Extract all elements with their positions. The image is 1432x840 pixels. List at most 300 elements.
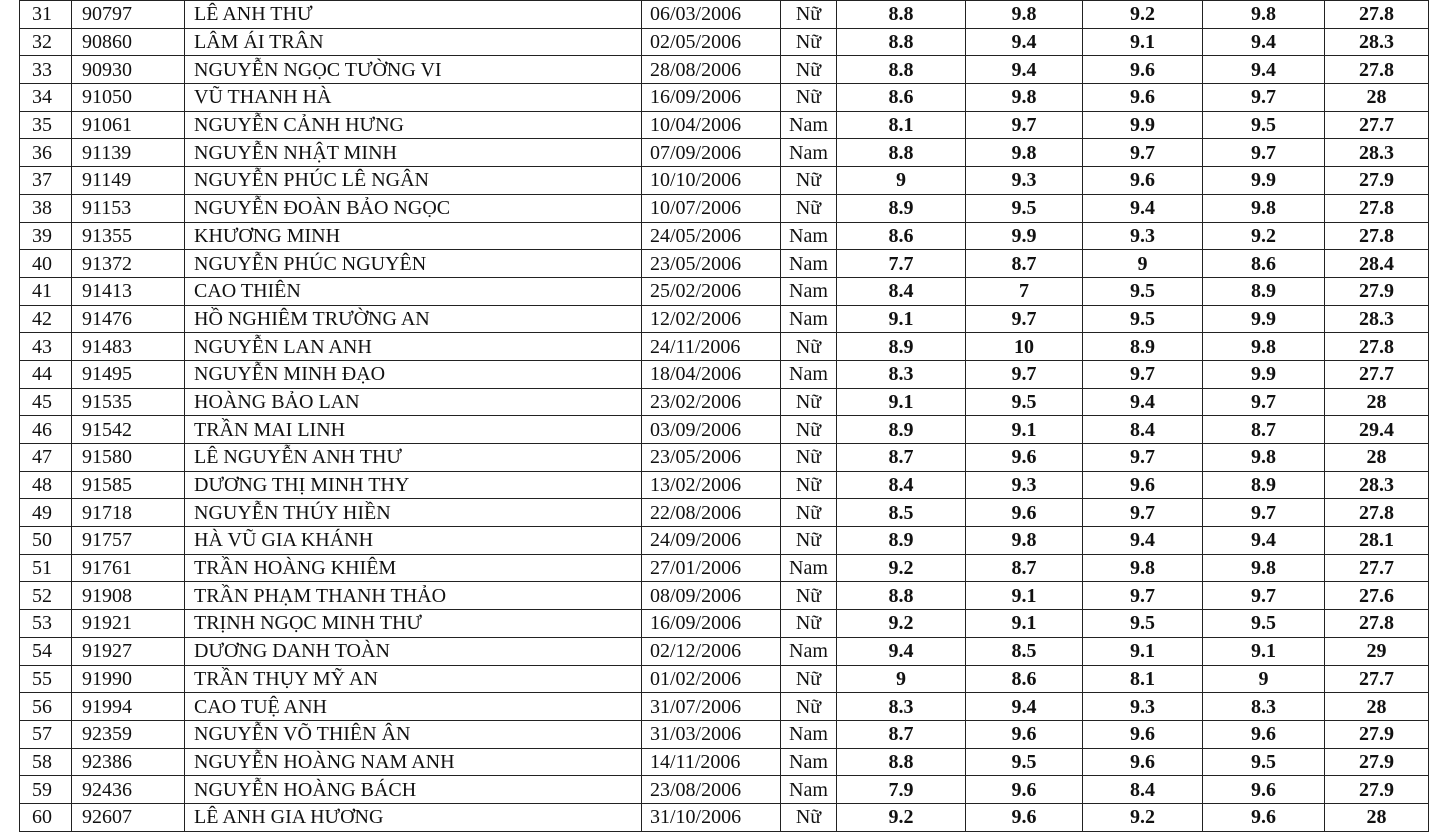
row-number-cell: 42 [20,305,72,333]
table-row [20,665,1429,693]
score-4-cell: 9.4 [1203,527,1325,555]
student-name-cell: CAO TUỆ ANH [185,693,642,721]
gender-cell: Nữ [781,693,837,721]
student-name-cell: NGUYỄN HOÀNG BÁCH [185,776,642,804]
score-1-cell: 8.8 [837,139,966,167]
candidate-id-cell: 92386 [72,748,185,776]
row-number-cell: 39 [20,222,72,250]
gender-cell: Nam [781,222,837,250]
gender-cell: Nữ [781,56,837,84]
gender-cell: Nam [781,748,837,776]
table-row [20,388,1429,416]
birth-date-cell: 24/05/2006 [642,222,781,250]
gender-cell: Nữ [781,416,837,444]
score-3-cell: 9.6 [1083,471,1203,499]
candidate-id-cell: 91927 [72,637,185,665]
score-1-cell: 9 [837,167,966,195]
gender-cell: Nam [781,305,837,333]
score-1-cell: 8.8 [837,582,966,610]
score-3-cell: 8.1 [1083,665,1203,693]
total-score-cell: 28.4 [1325,250,1429,278]
gender-cell: Nữ [781,527,837,555]
row-number-cell: 40 [20,250,72,278]
row-number-cell: 35 [20,111,72,139]
total-score-cell: 27.9 [1325,720,1429,748]
student-name-cell: DƯƠNG DANH TOÀN [185,637,642,665]
score-4-cell: 8.9 [1203,471,1325,499]
student-name-cell: NGUYỄN CẢNH HƯNG [185,111,642,139]
gender-cell: Nam [781,776,837,804]
score-4-cell: 8.6 [1203,250,1325,278]
row-number-cell: 38 [20,194,72,222]
student-name-cell: TRẦN MAI LINH [185,416,642,444]
score-4-cell: 9.4 [1203,28,1325,56]
table-row [20,693,1429,721]
birth-date-cell: 24/11/2006 [642,333,781,361]
score-4-cell: 9.5 [1203,748,1325,776]
candidate-id-cell: 91355 [72,222,185,250]
gender-cell: Nam [781,139,837,167]
total-score-cell: 27.7 [1325,360,1429,388]
score-1-cell: 8.9 [837,416,966,444]
total-score-cell: 28.1 [1325,527,1429,555]
score-3-cell: 9.7 [1083,582,1203,610]
score-2-cell: 9.4 [966,28,1083,56]
score-4-cell: 9.8 [1203,554,1325,582]
score-2-cell: 9.8 [966,84,1083,112]
candidate-id-cell: 91372 [72,250,185,278]
total-score-cell: 29 [1325,637,1429,665]
score-2-cell: 9.7 [966,111,1083,139]
score-3-cell: 9.9 [1083,111,1203,139]
score-4-cell: 9.6 [1203,776,1325,804]
candidate-id-cell: 91413 [72,277,185,305]
student-name-cell: HÀ VŨ GIA KHÁNH [185,527,642,555]
birth-date-cell: 02/05/2006 [642,28,781,56]
table-row [20,194,1429,222]
table-row [20,637,1429,665]
birth-date-cell: 07/09/2006 [642,139,781,167]
score-3-cell: 9.1 [1083,637,1203,665]
student-name-cell: HOÀNG BẢO LAN [185,388,642,416]
birth-date-cell: 28/08/2006 [642,56,781,84]
score-1-cell: 8.9 [837,194,966,222]
gender-cell: Nữ [781,194,837,222]
row-number-cell: 55 [20,665,72,693]
score-1-cell: 8.8 [837,748,966,776]
score-3-cell: 9.6 [1083,748,1203,776]
birth-date-cell: 01/02/2006 [642,665,781,693]
gender-cell: Nam [781,250,837,278]
student-name-cell: NGUYỄN VÕ THIÊN ÂN [185,720,642,748]
table-row [20,582,1429,610]
row-number-cell: 50 [20,527,72,555]
row-number-cell: 53 [20,610,72,638]
score-4-cell: 9.7 [1203,499,1325,527]
score-2-cell: 9.4 [966,693,1083,721]
student-name-cell: LÂM ÁI TRÂN [185,28,642,56]
gender-cell: Nữ [781,167,837,195]
score-4-cell: 9.9 [1203,360,1325,388]
candidate-id-cell: 91050 [72,84,185,112]
candidate-id-cell: 92359 [72,720,185,748]
score-2-cell: 9.6 [966,499,1083,527]
student-name-cell: NGUYỄN PHÚC NGUYÊN [185,250,642,278]
candidate-id-cell: 91535 [72,388,185,416]
total-score-cell: 29.4 [1325,416,1429,444]
candidate-id-cell: 91580 [72,444,185,472]
birth-date-cell: 24/09/2006 [642,527,781,555]
birth-date-cell: 16/09/2006 [642,610,781,638]
student-name-cell: TRẦN THỤY MỸ AN [185,665,642,693]
birth-date-cell: 14/11/2006 [642,748,781,776]
table-row [20,360,1429,388]
table-row [20,139,1429,167]
candidate-id-cell: 91718 [72,499,185,527]
row-number-cell: 48 [20,471,72,499]
score-1-cell: 8.3 [837,360,966,388]
score-1-cell: 8.4 [837,471,966,499]
score-4-cell: 9.7 [1203,84,1325,112]
total-score-cell: 28 [1325,444,1429,472]
score-4-cell: 9.8 [1203,194,1325,222]
score-2-cell: 10 [966,333,1083,361]
score-4-cell: 9.5 [1203,610,1325,638]
score-2-cell: 9.8 [966,1,1083,29]
table-body [20,1,1429,832]
score-4-cell: 9.2 [1203,222,1325,250]
candidate-id-cell: 90930 [72,56,185,84]
table-row [20,56,1429,84]
score-3-cell: 9.3 [1083,222,1203,250]
score-3-cell: 9.7 [1083,360,1203,388]
score-3-cell: 9.5 [1083,610,1203,638]
score-1-cell: 9 [837,665,966,693]
row-number-cell: 36 [20,139,72,167]
gender-cell: Nữ [781,610,837,638]
table-row [20,610,1429,638]
score-3-cell: 9.2 [1083,1,1203,29]
birth-date-cell: 23/05/2006 [642,250,781,278]
birth-date-cell: 13/02/2006 [642,471,781,499]
student-name-cell: NGUYỄN LAN ANH [185,333,642,361]
score-1-cell: 9.2 [837,610,966,638]
table-row [20,444,1429,472]
birth-date-cell: 12/02/2006 [642,305,781,333]
gender-cell: Nam [781,637,837,665]
candidate-id-cell: 90797 [72,1,185,29]
score-1-cell: 9.1 [837,305,966,333]
candidate-id-cell: 92436 [72,776,185,804]
birth-date-cell: 31/03/2006 [642,720,781,748]
score-1-cell: 8.1 [837,111,966,139]
score-4-cell: 9.7 [1203,139,1325,167]
score-1-cell: 8.3 [837,693,966,721]
student-name-cell: NGUYỄN NHẬT MINH [185,139,642,167]
score-1-cell: 8.9 [837,527,966,555]
score-3-cell: 9.4 [1083,194,1203,222]
row-number-cell: 31 [20,1,72,29]
score-2-cell: 9.6 [966,444,1083,472]
score-3-cell: 9.7 [1083,444,1203,472]
score-4-cell: 8.7 [1203,416,1325,444]
score-1-cell: 9.1 [837,388,966,416]
student-name-cell: NGUYỄN MINH ĐẠO [185,360,642,388]
birth-date-cell: 03/09/2006 [642,416,781,444]
row-number-cell: 57 [20,720,72,748]
score-3-cell: 9.6 [1083,720,1203,748]
student-name-cell: NGUYỄN NGỌC TƯỜNG VI [185,56,642,84]
birth-date-cell: 06/03/2006 [642,1,781,29]
total-score-cell: 27.8 [1325,610,1429,638]
candidate-id-cell: 91761 [72,554,185,582]
total-score-cell: 27.8 [1325,499,1429,527]
score-2-cell: 8.5 [966,637,1083,665]
table-row [20,720,1429,748]
score-3-cell: 8.4 [1083,776,1203,804]
score-3-cell: 9.4 [1083,388,1203,416]
score-1-cell: 8.5 [837,499,966,527]
score-4-cell: 9.8 [1203,1,1325,29]
score-3-cell: 9.6 [1083,167,1203,195]
candidate-id-cell: 91542 [72,416,185,444]
score-2-cell: 9.3 [966,167,1083,195]
total-score-cell: 27.7 [1325,111,1429,139]
table-row [20,554,1429,582]
score-4-cell: 9.6 [1203,720,1325,748]
candidate-id-cell: 91585 [72,471,185,499]
birth-date-cell: 16/09/2006 [642,84,781,112]
total-score-cell: 28.3 [1325,139,1429,167]
total-score-cell: 27.9 [1325,748,1429,776]
gender-cell: Nam [781,111,837,139]
total-score-cell: 27.7 [1325,554,1429,582]
table-row [20,84,1429,112]
candidate-id-cell: 91495 [72,360,185,388]
birth-date-cell: 10/04/2006 [642,111,781,139]
score-3-cell: 9 [1083,250,1203,278]
row-number-cell: 33 [20,56,72,84]
total-score-cell: 28 [1325,84,1429,112]
score-2-cell: 9.1 [966,582,1083,610]
total-score-cell: 27.8 [1325,194,1429,222]
table-row [20,776,1429,804]
row-number-cell: 41 [20,277,72,305]
table-row [20,277,1429,305]
score-2-cell: 9.5 [966,194,1083,222]
row-number-cell: 34 [20,84,72,112]
student-name-cell: VŨ THANH HÀ [185,84,642,112]
score-1-cell: 8.8 [837,1,966,29]
gender-cell: Nữ [781,388,837,416]
student-name-cell: TRẦN PHẠM THANH THẢO [185,582,642,610]
student-name-cell: NGUYỄN HOÀNG NAM ANH [185,748,642,776]
score-4-cell: 9.8 [1203,444,1325,472]
gender-cell: Nam [781,720,837,748]
score-2-cell: 9.1 [966,416,1083,444]
total-score-cell: 27.8 [1325,222,1429,250]
gender-cell: Nữ [781,333,837,361]
student-name-cell: NGUYỄN PHÚC LÊ NGÂN [185,167,642,195]
row-number-cell: 60 [20,803,72,831]
candidate-id-cell: 91061 [72,111,185,139]
score-4-cell: 9.7 [1203,582,1325,610]
total-score-cell: 27.8 [1325,1,1429,29]
score-1-cell: 8.7 [837,720,966,748]
table-row [20,305,1429,333]
score-3-cell: 9.4 [1083,527,1203,555]
student-name-cell: TRẦN HOÀNG KHIÊM [185,554,642,582]
score-4-cell: 9.6 [1203,803,1325,831]
score-3-cell: 9.7 [1083,499,1203,527]
score-2-cell: 7 [966,277,1083,305]
gender-cell: Nữ [781,665,837,693]
total-score-cell: 28 [1325,693,1429,721]
candidate-id-cell: 91757 [72,527,185,555]
gender-cell: Nữ [781,84,837,112]
score-2-cell: 8.6 [966,665,1083,693]
table-row [20,111,1429,139]
score-2-cell: 9.6 [966,776,1083,804]
row-number-cell: 47 [20,444,72,472]
candidate-id-cell: 92607 [72,803,185,831]
gender-cell: Nữ [781,471,837,499]
birth-date-cell: 08/09/2006 [642,582,781,610]
score-4-cell: 9 [1203,665,1325,693]
score-4-cell: 9.4 [1203,56,1325,84]
score-1-cell: 9.4 [837,637,966,665]
total-score-cell: 28.3 [1325,28,1429,56]
table-row [20,222,1429,250]
total-score-cell: 27.9 [1325,277,1429,305]
score-2-cell: 9.7 [966,305,1083,333]
candidate-id-cell: 91153 [72,194,185,222]
score-4-cell: 8.3 [1203,693,1325,721]
table-row [20,333,1429,361]
birth-date-cell: 10/07/2006 [642,194,781,222]
row-number-cell: 51 [20,554,72,582]
row-number-cell: 54 [20,637,72,665]
score-2-cell: 9.1 [966,610,1083,638]
candidate-id-cell: 91139 [72,139,185,167]
table-row [20,167,1429,195]
score-4-cell: 9.8 [1203,333,1325,361]
score-1-cell: 8.6 [837,84,966,112]
score-1-cell: 8.9 [837,333,966,361]
score-3-cell: 8.4 [1083,416,1203,444]
score-4-cell: 9.9 [1203,167,1325,195]
total-score-cell: 28 [1325,803,1429,831]
score-4-cell: 9.9 [1203,305,1325,333]
score-1-cell: 7.7 [837,250,966,278]
total-score-cell: 28.3 [1325,305,1429,333]
score-3-cell: 9.5 [1083,305,1203,333]
row-number-cell: 58 [20,748,72,776]
student-name-cell: KHƯƠNG MINH [185,222,642,250]
student-name-cell: NGUYỄN ĐOÀN BẢO NGỌC [185,194,642,222]
total-score-cell: 27.9 [1325,167,1429,195]
score-3-cell: 9.1 [1083,28,1203,56]
table-row [20,1,1429,29]
gender-cell: Nữ [781,582,837,610]
total-score-cell: 27.6 [1325,582,1429,610]
candidate-id-cell: 91994 [72,693,185,721]
candidate-id-cell: 91483 [72,333,185,361]
score-2-cell: 9.9 [966,222,1083,250]
score-3-cell: 9.7 [1083,139,1203,167]
total-score-cell: 28.3 [1325,471,1429,499]
birth-date-cell: 02/12/2006 [642,637,781,665]
birth-date-cell: 22/08/2006 [642,499,781,527]
table-row [20,748,1429,776]
candidate-id-cell: 91990 [72,665,185,693]
birth-date-cell: 31/07/2006 [642,693,781,721]
score-4-cell: 9.1 [1203,637,1325,665]
row-number-cell: 44 [20,360,72,388]
score-3-cell: 8.9 [1083,333,1203,361]
birth-date-cell: 31/10/2006 [642,803,781,831]
score-2-cell: 9.6 [966,803,1083,831]
row-number-cell: 56 [20,693,72,721]
score-2-cell: 8.7 [966,250,1083,278]
gender-cell: Nam [781,277,837,305]
candidate-id-cell: 90860 [72,28,185,56]
birth-date-cell: 27/01/2006 [642,554,781,582]
gender-cell: Nữ [781,28,837,56]
student-name-cell: TRỊNH NGỌC MINH THƯ [185,610,642,638]
total-score-cell: 27.8 [1325,333,1429,361]
total-score-cell: 27.7 [1325,665,1429,693]
score-2-cell: 9.3 [966,471,1083,499]
score-1-cell: 7.9 [837,776,966,804]
table-row [20,471,1429,499]
student-name-cell: LÊ ANH THƯ [185,1,642,29]
score-4-cell: 8.9 [1203,277,1325,305]
birth-date-cell: 25/02/2006 [642,277,781,305]
score-2-cell: 8.7 [966,554,1083,582]
score-2-cell: 9.5 [966,388,1083,416]
candidate-id-cell: 91921 [72,610,185,638]
table-row [20,499,1429,527]
student-name-cell: LÊ ANH GIA HƯƠNG [185,803,642,831]
student-name-cell: LÊ NGUYỄN ANH THƯ [185,444,642,472]
score-3-cell: 9.2 [1083,803,1203,831]
row-number-cell: 52 [20,582,72,610]
candidate-id-cell: 91908 [72,582,185,610]
score-3-cell: 9.3 [1083,693,1203,721]
score-1-cell: 9.2 [837,803,966,831]
gender-cell: Nam [781,554,837,582]
score-2-cell: 9.7 [966,360,1083,388]
score-3-cell: 9.8 [1083,554,1203,582]
student-name-cell: DƯƠNG THỊ MINH THY [185,471,642,499]
row-number-cell: 49 [20,499,72,527]
gender-cell: Nữ [781,444,837,472]
score-1-cell: 8.7 [837,444,966,472]
score-3-cell: 9.6 [1083,56,1203,84]
table-row [20,416,1429,444]
table-row [20,28,1429,56]
gender-cell: Nữ [781,803,837,831]
row-number-cell: 45 [20,388,72,416]
score-2-cell: 9.4 [966,56,1083,84]
row-number-cell: 43 [20,333,72,361]
score-4-cell: 9.5 [1203,111,1325,139]
birth-date-cell: 23/02/2006 [642,388,781,416]
table-row [20,250,1429,278]
total-score-cell: 27.9 [1325,776,1429,804]
score-1-cell: 8.6 [837,222,966,250]
